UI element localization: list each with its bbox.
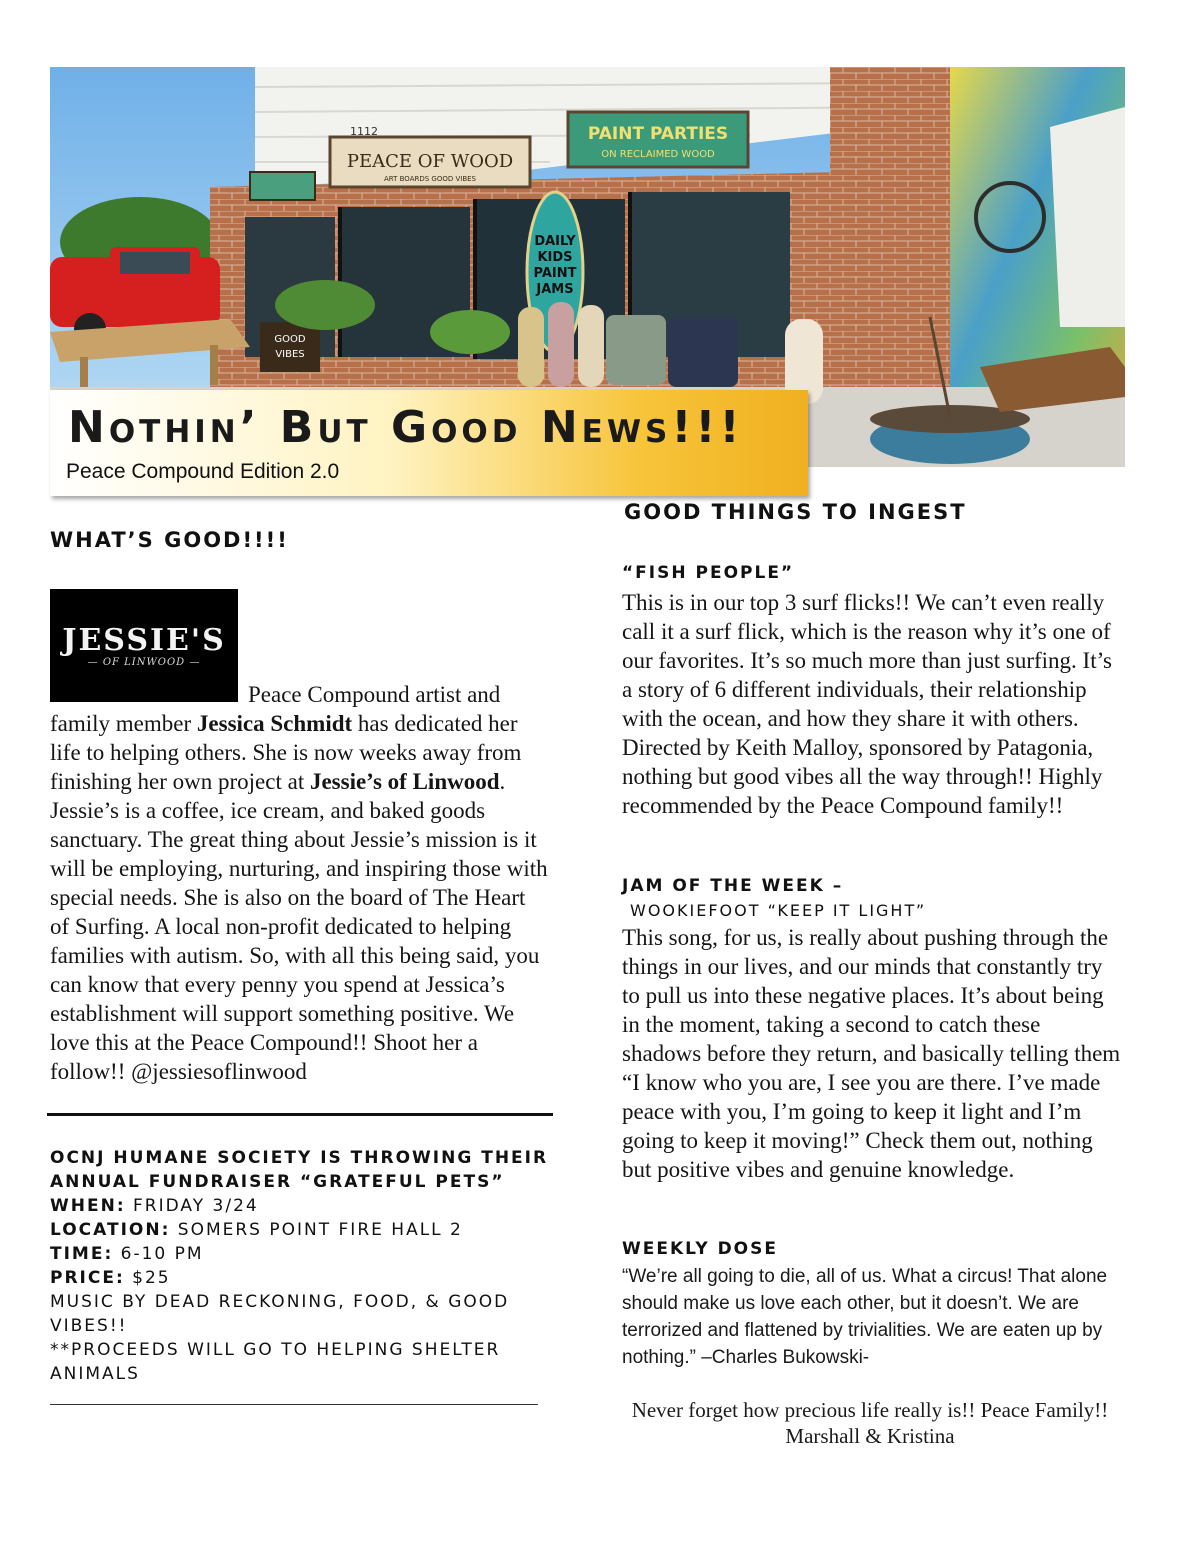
event-price: $25 — [124, 1268, 171, 1288]
jessies-article: Peace Compound artist and family member Jessica Schmidt has dedicated her life to helping others. She is now weeks away from finishing her own project at Jessie’s of Linwood. Jessie’s is a coffee, ice cream, and baked goods sanctuary. The great thing about Jessie’s mission is it will be employing, nurturing, and inspiring those with special needs. She is also on the board of The Heart of Surfing. A local non-profit dedicated to helping families with autism. So, with all this being said, you can know that every penny you spend at Jessica’s establishment will support something positive. We love this at the Peace Compound!! Shoot her a follow!! @jessiesoflinwood — [50, 682, 548, 1084]
svg-text:DAILY: DAILY — [534, 234, 576, 249]
svg-text:ART BOARDS GOOD VIBES: ART BOARDS GOOD VIBES — [383, 175, 477, 183]
business-name: Jessie’s of Linwood — [309, 769, 500, 794]
film-title: “FISH PEOPLE” — [622, 563, 795, 583]
jam-of-week-heading: JAM OF THE WEEK – — [622, 876, 844, 896]
event-proceeds: **PROCEEDS WILL GO TO HELPING SHELTER — [50, 1340, 501, 1360]
sandwich-sign — [260, 322, 320, 372]
closing-signature: Marshall & Kristina — [785, 1424, 955, 1448]
jam-review: This song, for us, is really about pushing through the things in our lives, and our minds that constantly try to pull us into these negative places. It’s about being in the moment, taking a second to catch these shadows before they return, and basically telling them “I know who you are, I see you are there. I’ve made peace with you, I’m going to keep it light and I’m going to keep it moving!” Check them out, nothing but positive vibes and genuine knowledge. — [622, 925, 1121, 1182]
sign-peace-of-wood — [330, 137, 530, 187]
event-location: SOMERS POINT FIRE HALL 2 — [170, 1220, 463, 1240]
film-review: This is in our top 3 surf flicks!! We can’t even really call it a surf flick, which is the reason why it’s one of our favorites. It’s so much more than just surfing. It’s a story of 6 different individuals, their relationship with the ocean, and how they share it with others. Directed by Keith Malloy, sponsored by Patagonia, nothing but good vibes all the way through!! Highly recommended by the Peace Compound family!! — [622, 590, 1112, 818]
svg-text:GOOD: GOOD — [274, 334, 306, 345]
svg-text:1112: 1112 — [350, 125, 378, 138]
masthead-banner — [50, 390, 808, 496]
section-divider — [47, 1113, 553, 1116]
svg-text:VIBES: VIBES — [275, 349, 305, 360]
svg-text:PEACE OF WOOD: PEACE OF WOOD — [346, 151, 514, 172]
person-name: Jessica Schmidt — [196, 711, 353, 736]
weekly-dose-heading: WEEKLY DOSE — [622, 1239, 778, 1259]
event-date: FRIDAY 3/24 — [125, 1196, 259, 1216]
sign-paint-parties — [568, 112, 748, 167]
fundraiser-event: OCNJ HUMANE SOCIETY IS THROWING THEIR ANNUAL FUNDRAISER “GRATEFUL PETS” WHEN: FRIDAY 3/24 LOCATION: SOMERS POINT FIRE HALL 2 TIME: 6-10 PM PRICE: $25 MUSIC BY DEAD RECKONING, FOOD, & GOOD VIBES!! **PROCEEDS WILL GO TO HELPING SHELTER ANIMALS — [50, 1148, 549, 1384]
event-time: 6-10 PM — [113, 1244, 204, 1264]
jessies-logo: JESSIE'S — OF LINWOOD — — [50, 589, 238, 702]
svg-text:PAINT: PAINT — [533, 266, 577, 281]
section-heading-good-things: GOOD THINGS TO INGEST — [624, 500, 967, 524]
jam-song-title: WOOKIEFOOT “KEEP IT LIGHT” — [630, 901, 927, 920]
newsletter-edition: Peace Compound Edition 2.0 — [66, 460, 340, 483]
newsletter-title: Nothin’ But Good News!!! — [68, 402, 744, 453]
section-heading-whats-good: WHAT’S GOOD!!!! — [50, 528, 289, 552]
event-music: MUSIC BY DEAD RECKONING, FOOD, & GOOD — [50, 1292, 510, 1312]
closing-line: Never forget how precious life really is!! Peace Family!! — [631, 1398, 1109, 1422]
svg-text:KIDS: KIDS — [537, 250, 573, 265]
svg-text:ON RECLAIMED WOOD: ON RECLAIMED WOOD — [601, 149, 715, 160]
section-divider-bottom — [50, 1404, 538, 1405]
svg-text:JAMS: JAMS — [536, 282, 574, 297]
event-title-line2: ANNUAL FUNDRAISER “GRATEFUL PETS” — [50, 1172, 505, 1192]
event-title-line1: OCNJ HUMANE SOCIETY IS THROWING THEIR — [50, 1148, 549, 1168]
weekly-quote: “We’re all going to die, all of us. What a circus! That alone should make us love each other, but it doesn’t. We are terrorized and flattened by trivialities. We are eaten up by nothing.” –Charles Bukowski- — [622, 1266, 1108, 1368]
svg-text:PAINT PARTIES: PAINT PARTIES — [587, 124, 729, 144]
